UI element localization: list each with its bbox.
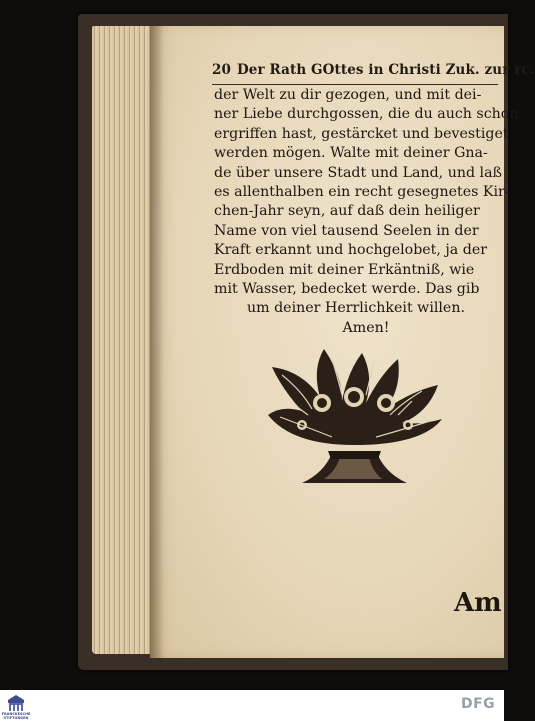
text-line: chen-Jahr seyn, auf daß dein heiliger	[214, 203, 480, 220]
running-head-title: Der Rath GOttes in Christi Zuk. zur rc.	[237, 62, 535, 78]
text-line: Kraft erkannt und hochgelobet, ja der	[214, 242, 488, 259]
text-line: Name von viel tausend Seelen in der	[214, 222, 479, 239]
text-line: Erdboden mit deiner Erkäntniß, wie	[214, 261, 475, 278]
text-line: werden mögen. Walte mit deiner Gna-	[214, 145, 488, 162]
text-line: de über unsere Stadt und Land, und laß	[214, 164, 503, 181]
page-number: 20	[212, 62, 231, 78]
text-line: ergriffen hast, gestärcket und bevestiget	[214, 125, 509, 142]
text-line: mit Wasser, bedecket werde. Das gib	[214, 281, 480, 298]
text-line: es allenthalben ein recht gesegnetes Kir-	[214, 184, 510, 201]
text-line: um deiner Herrlichkeit willen.	[247, 300, 465, 317]
dfg-logo[interactable]: DFG	[461, 696, 496, 712]
body-text	[214, 86, 519, 338]
text-line: der Welt zu dir gezogen, und mit dei-	[214, 87, 482, 103]
flower-basket-vignette	[262, 345, 447, 487]
catchword: Am	[454, 588, 502, 618]
text-line: ner Liebe durchgossen, die du auch schon	[214, 106, 519, 123]
text-line: Amen!	[342, 319, 390, 336]
viewer-footer	[0, 690, 504, 721]
running-head	[212, 62, 535, 78]
foundation-logo-text: FRANCKESCHE STIFTUNGEN	[1, 712, 31, 720]
head-rule	[212, 84, 498, 85]
page-gutter	[150, 26, 164, 658]
page-edges	[92, 26, 152, 654]
